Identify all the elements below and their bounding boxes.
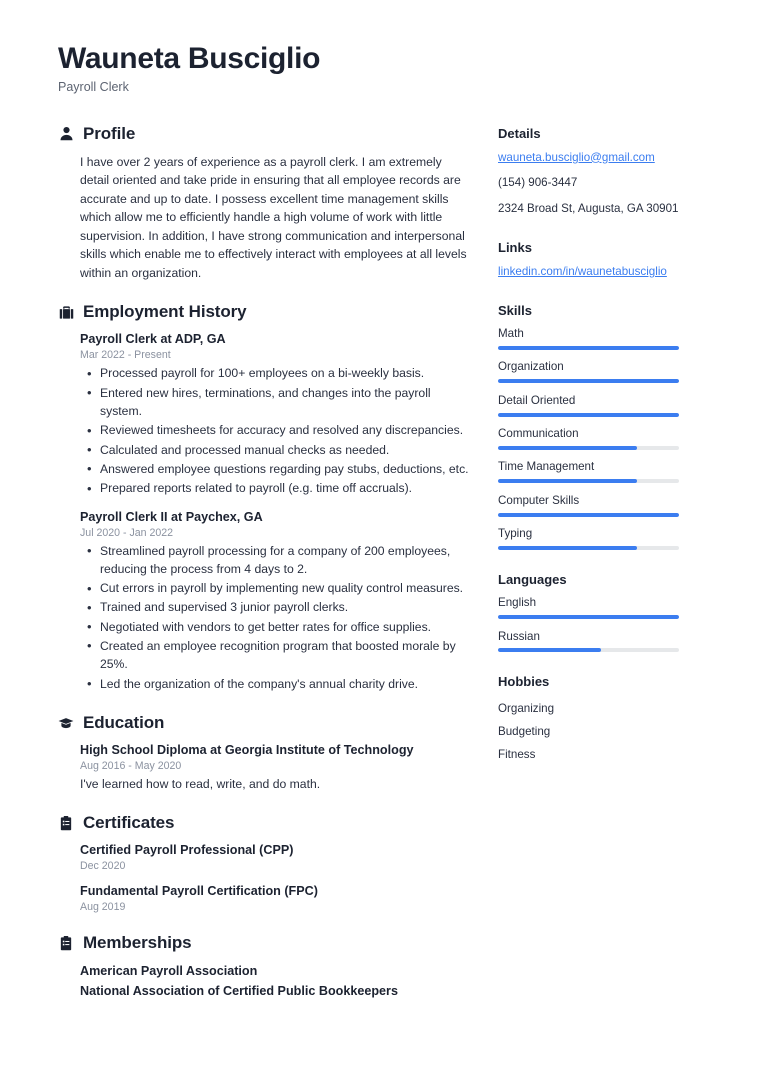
- skill-label: Computer Skills: [498, 493, 580, 507]
- clipboard-icon: [58, 815, 74, 831]
- list-item: • Streamlined payroll processing for a company of 200 employees, reducing the process from 4 days to 2.: [80, 542, 470, 579]
- skill-bar-track: [498, 546, 679, 550]
- briefcase-icon: [58, 304, 74, 320]
- sidebar-skills: [498, 303, 680, 550]
- section-title: Memberships: [83, 933, 192, 953]
- user-icon: [58, 126, 74, 142]
- list-item: • Answered employee questions regarding pay stubs, deductions, etc.: [80, 460, 470, 478]
- section-education: [58, 713, 470, 793]
- section-header: [58, 813, 470, 833]
- skill-label: Time Management: [498, 460, 595, 474]
- phone-number: (154) 906-3447: [498, 176, 578, 190]
- section-body: [58, 153, 470, 283]
- graduation-cap-icon: [58, 715, 74, 731]
- section-body: [58, 842, 470, 913]
- list-item: • Processed payroll for 100+ employees on a bi-weekly basis.: [80, 364, 470, 382]
- list-item: • Calculated and processed manual checks as needed.: [80, 441, 470, 459]
- skill-bar-track: [498, 346, 679, 350]
- skill-bar-fill: [498, 479, 637, 483]
- sidebar-section-title: Skills: [498, 302, 532, 318]
- profile-text: I have over 2 years of experience as a payroll clerk. I am extremely detail oriented and take pride in ensuring that all employee records are accurate and up to date. I possess excellent time management skills which allow me to efficiently handle a high volume of work with little supervision. In addition, I have strong communication and interpersonal skills which enable me to effectively interact with employees at all levels within an organization.: [80, 154, 467, 280]
- resume-header: [58, 42, 720, 94]
- employment-entry: [80, 509, 470, 693]
- skill-label: Organization: [498, 360, 564, 374]
- sidebar: [498, 124, 680, 789]
- list-item: • Led the organization of the company's annual charity drive.: [80, 675, 470, 693]
- section-employment-history: [58, 302, 470, 692]
- skill-label: Communication: [498, 427, 579, 440]
- section-header: [58, 124, 470, 144]
- sidebar-section-title: Links: [498, 239, 532, 255]
- skill-bar-track: [498, 379, 679, 383]
- section-body: [58, 962, 470, 1001]
- linkedin-link[interactable]: linkedin.com/in/waunetabusciglio: [498, 264, 667, 278]
- entry-bullets: [80, 542, 470, 693]
- language-bar-fill: [498, 615, 679, 619]
- entry-title: Payroll Clerk at ADP, GA: [80, 332, 226, 347]
- list-item: • Reviewed timesheets for accuracy and resolved any discrepancies.: [80, 421, 470, 439]
- entry-date: Aug 2016 - May 2020: [80, 759, 182, 772]
- education-entry: [80, 742, 470, 793]
- language-label: English: [498, 596, 537, 610]
- skill-rating: [498, 460, 680, 483]
- entry-title: Certified Payroll Professional (CPP): [80, 843, 294, 858]
- skill-bar-track: [498, 413, 679, 417]
- section-body: [58, 331, 470, 692]
- section-title: Certificates: [83, 813, 175, 833]
- skill-rating: [498, 394, 680, 417]
- section-certificates: [58, 813, 470, 913]
- skill-rating: [498, 527, 680, 550]
- resume-columns: [58, 124, 720, 1022]
- section-body: [58, 742, 470, 793]
- section-header: [58, 933, 470, 953]
- list-item: • Created an employee recognition program that boosted morale by 25%.: [80, 637, 470, 674]
- skill-bar-fill: [498, 413, 679, 417]
- clipboard-icon: [58, 935, 74, 951]
- membership-item: American Payroll Association: [80, 964, 258, 979]
- sidebar-section-title: Languages: [498, 572, 567, 588]
- sidebar-hobbies: [498, 674, 680, 766]
- hobby-item: Organizing: [498, 702, 555, 716]
- list-item: • Entered new hires, terminations, and changes into the payroll system.: [80, 384, 470, 421]
- sidebar-languages: [498, 572, 680, 652]
- list-item: • Trained and supervised 3 junior payroll clerks.: [80, 598, 470, 616]
- hobby-item: Budgeting: [498, 725, 551, 739]
- entry-date: Dec 2020: [80, 860, 126, 873]
- language-bar-track: [498, 615, 679, 619]
- skill-label: Detail Oriented: [498, 393, 576, 407]
- skill-rating: [498, 327, 680, 350]
- skill-bar-fill: [498, 546, 637, 550]
- skill-rating: [498, 494, 680, 517]
- section-header: [58, 302, 470, 322]
- list-item: • Prepared reports related to payroll (e.g. time off accruals).: [80, 479, 470, 497]
- sidebar-links: [498, 240, 680, 281]
- employment-entry: [80, 331, 470, 497]
- hobby-item: Fitness: [498, 747, 536, 761]
- language-bar-track: [498, 648, 679, 652]
- membership-item: National Association of Certified Public Bookkeepers: [80, 983, 398, 998]
- language-label: Russian: [498, 629, 540, 643]
- entry-title: Payroll Clerk II at Paychex, GA: [80, 509, 263, 524]
- skill-rating: [498, 427, 680, 450]
- section-profile: [58, 124, 470, 283]
- section-title: Employment History: [83, 302, 247, 322]
- section-header: [58, 713, 470, 733]
- skill-bar-fill: [498, 446, 637, 450]
- language-bar-fill: [498, 648, 601, 652]
- skill-bar-fill: [498, 346, 679, 350]
- list-item: • Negotiated with vendors to get better rates for office supplies.: [80, 618, 470, 636]
- skill-label: Math: [498, 326, 524, 340]
- entry-date: Jul 2020 - Jan 2022: [80, 526, 174, 539]
- skill-bar-fill: [498, 513, 679, 517]
- section-title: Profile: [83, 123, 136, 143]
- skill-rating: [498, 360, 680, 383]
- entry-title: Fundamental Payroll Certification (FPC): [80, 884, 318, 899]
- sidebar-section-title: Details: [498, 125, 541, 141]
- skill-bar-fill: [498, 379, 679, 383]
- skill-label: Typing: [498, 527, 533, 541]
- sidebar-section-title: Hobbies: [498, 674, 550, 690]
- main-column: [58, 124, 498, 1022]
- skill-bar-track: [498, 513, 679, 517]
- language-rating: [498, 596, 680, 619]
- section-title: Education: [83, 712, 165, 732]
- skill-bar-track: [498, 446, 679, 450]
- entry-date: Mar 2022 - Present: [80, 349, 171, 362]
- skill-bar-track: [498, 479, 679, 483]
- entry-title: High School Diploma at Georgia Institute of Technology: [80, 742, 414, 757]
- certificate-entry: [80, 883, 470, 913]
- entry-bullets: [80, 364, 470, 497]
- list-item: • Cut errors in payroll by implementing new quality control measures.: [80, 579, 470, 597]
- entry-description: I've learned how to read, write, and do math.: [80, 776, 321, 791]
- page-title: Wauneta Busciglio: [58, 42, 321, 75]
- certificate-entry: [80, 842, 470, 872]
- entry-date: Aug 2019: [80, 901, 126, 914]
- section-memberships: [58, 933, 470, 1001]
- language-rating: [498, 630, 680, 653]
- sidebar-details: [498, 126, 680, 218]
- email-link[interactable]: wauneta.busciglio@gmail.com: [498, 150, 655, 164]
- address: 2324 Broad St, Augusta, GA 30901: [498, 202, 679, 216]
- job-title: Payroll Clerk: [58, 79, 129, 94]
